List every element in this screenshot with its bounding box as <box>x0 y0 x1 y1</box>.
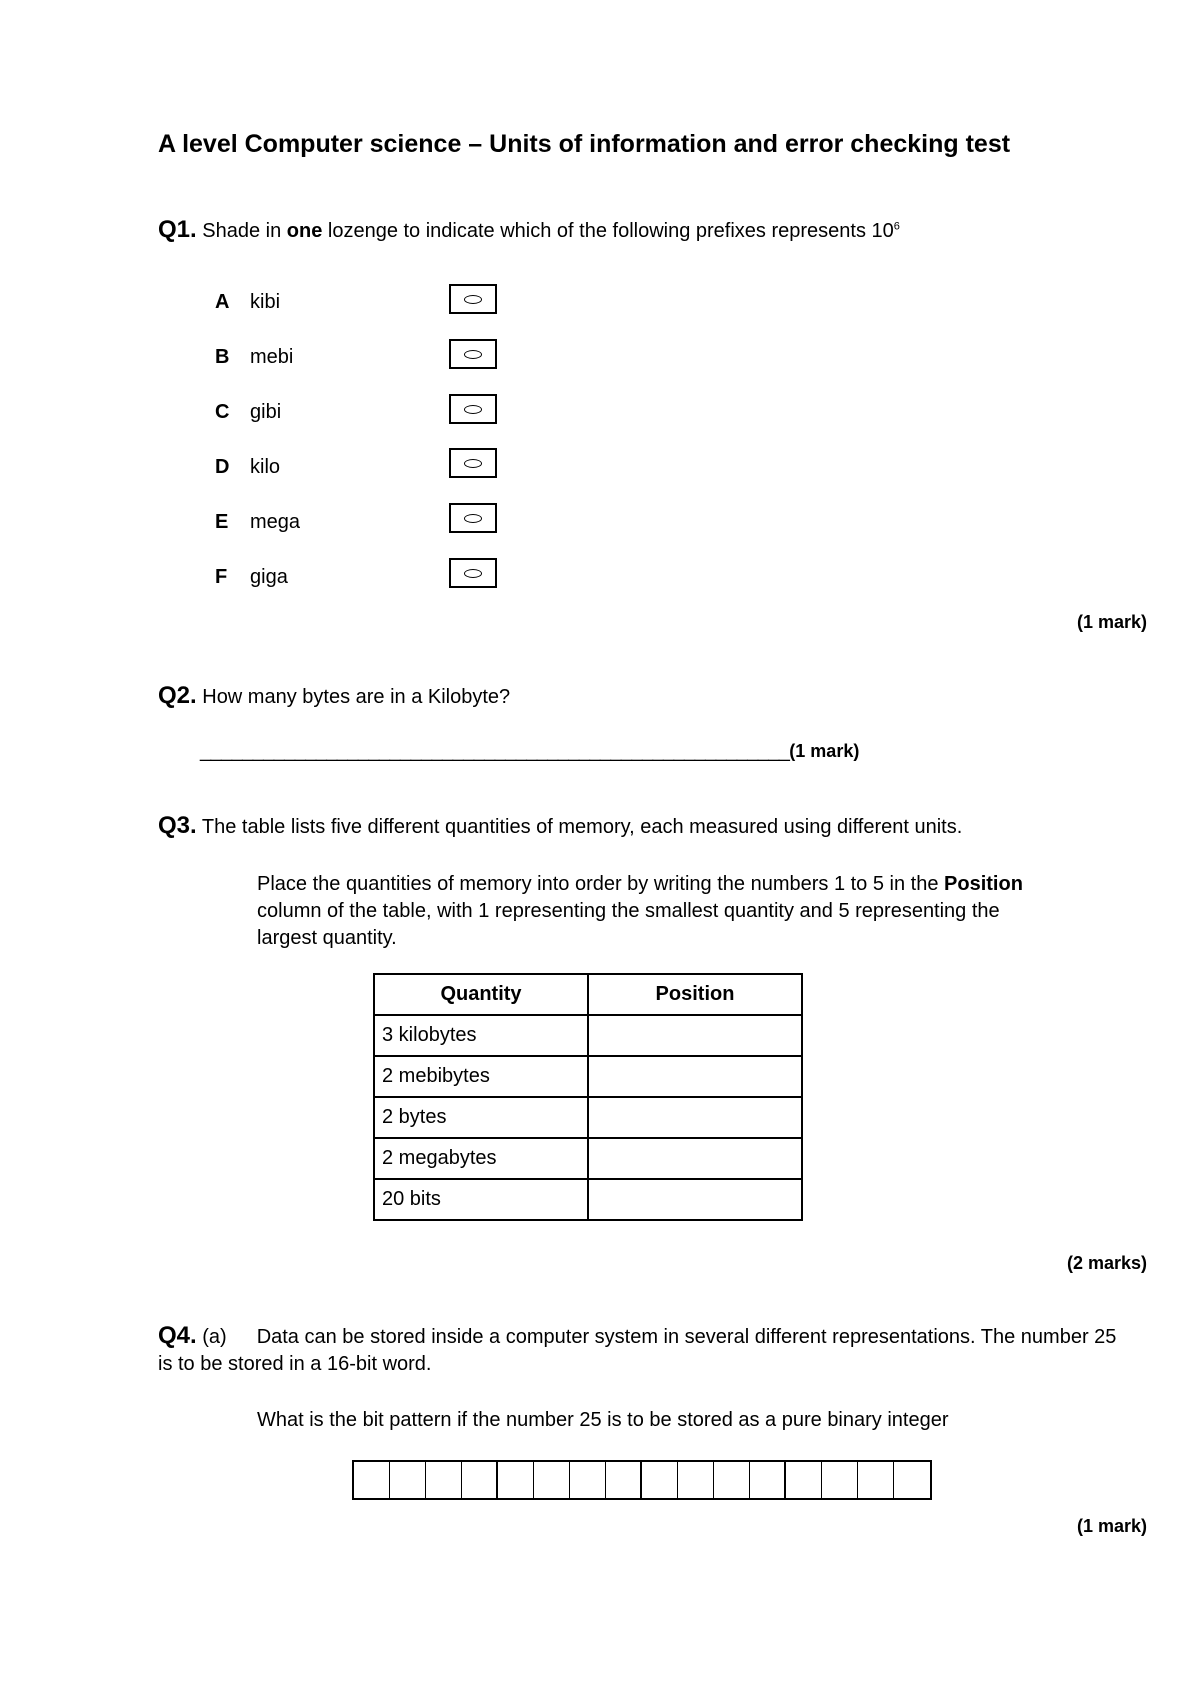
q4-bit-pattern-boxes <box>352 1460 932 1500</box>
lozenge-icon <box>464 459 482 468</box>
bit-box[interactable] <box>894 1462 930 1498</box>
position-cell[interactable] <box>588 1015 802 1056</box>
q2-marks: (1 mark) <box>789 741 860 761</box>
bit-box[interactable] <box>606 1462 642 1498</box>
q2-number: Q2. <box>158 682 197 709</box>
lozenge-icon <box>464 569 482 578</box>
q4-marks: (1 mark) <box>1076 1516 1147 1536</box>
q1-text-bold: one <box>286 220 323 242</box>
bit-box[interactable] <box>390 1462 426 1498</box>
q2-answer-line: ________________________________________________________ <box>200 740 790 762</box>
q4-text: Data can be stored inside a computer system in several different representations. The number 25 is to be stored in a 16-bit word. <box>158 1326 1117 1375</box>
quantity-cell: 2 mebibytes <box>374 1056 588 1097</box>
q1-option-text: kibi <box>250 291 281 313</box>
q1-option-text: mega <box>250 511 301 533</box>
table-row <box>374 1015 802 1056</box>
table-row <box>374 1097 802 1138</box>
lozenge-icon <box>464 405 482 414</box>
q3-text: The table lists five different quantities of memory, each measured using different units. <box>196 816 963 838</box>
bit-box[interactable] <box>750 1462 786 1498</box>
position-cell[interactable] <box>588 1056 802 1097</box>
q2-answer-area[interactable] <box>200 740 859 763</box>
bit-box[interactable] <box>498 1462 534 1498</box>
bit-box[interactable] <box>678 1462 714 1498</box>
page-title: A level Computer science – Units of information and error checking test <box>158 130 1011 158</box>
q1-option-c-lozenge[interactable] <box>449 394 497 424</box>
quantity-cell: 3 kilobytes <box>374 1015 588 1056</box>
q1-question <box>158 216 900 244</box>
q3-number: Q3. <box>158 812 197 839</box>
q1-text-before: Shade in <box>196 220 287 242</box>
q2-question <box>158 682 510 710</box>
quantity-cell: 2 megabytes <box>374 1138 588 1179</box>
q1-superscript: 6 <box>893 220 900 233</box>
position-cell[interactable] <box>588 1138 802 1179</box>
q1-option-f-lozenge[interactable] <box>449 558 497 588</box>
bit-box[interactable] <box>858 1462 894 1498</box>
lozenge-icon <box>464 350 482 359</box>
q1-option-b-lozenge[interactable] <box>449 339 497 369</box>
q1-option-letter: C <box>215 401 230 423</box>
table-row <box>374 1179 802 1220</box>
q1-option-e-lozenge[interactable] <box>449 503 497 533</box>
q3-para-bold: Position <box>944 873 1023 895</box>
table-header-row <box>374 974 802 1015</box>
q1-option-letter: F <box>215 566 228 588</box>
q4-part: (a) <box>196 1326 227 1348</box>
position-cell[interactable] <box>588 1179 802 1220</box>
q1-text-after: lozenge to indicate which of the following prefixes represents 10 <box>322 220 894 242</box>
q3-marks: (2 marks) <box>1066 1253 1147 1273</box>
bit-box[interactable] <box>786 1462 822 1498</box>
q1-option-letter: A <box>215 291 230 313</box>
q1-number: Q1. <box>158 216 197 243</box>
q4-question <box>158 1322 1118 1378</box>
bit-box[interactable] <box>642 1462 678 1498</box>
q1-marks: (1 mark) <box>1076 612 1147 632</box>
q1-option-text: gibi <box>250 401 282 423</box>
q1-option-text: mebi <box>250 346 294 368</box>
table-row <box>374 1056 802 1097</box>
bit-box[interactable] <box>534 1462 570 1498</box>
q3-para-1: Place the quantities of memory into order by writing the numbers 1 to 5 in the <box>257 873 945 895</box>
q3-instructions <box>257 871 1057 952</box>
q1-option-letter: D <box>215 456 230 478</box>
q3-para-2: column of the table, with 1 representing the smallest quantity and 5 representing the largest quantity. <box>257 900 1000 949</box>
q2-text: How many bytes are in a Kilobyte? <box>196 686 511 708</box>
q1-option-d-lozenge[interactable] <box>449 448 497 478</box>
column-header-position: Position <box>588 974 802 1015</box>
lozenge-icon <box>464 514 482 523</box>
bit-box[interactable] <box>354 1462 390 1498</box>
quantity-cell: 2 bytes <box>374 1097 588 1138</box>
q4-instruction: What is the bit pattern if the number 25 is to be stored as a pure binary integer <box>257 1409 949 1431</box>
q1-option-text: giga <box>250 566 288 588</box>
bit-box[interactable] <box>714 1462 750 1498</box>
q3-question <box>158 812 962 840</box>
bit-box[interactable] <box>570 1462 606 1498</box>
position-cell[interactable] <box>588 1097 802 1138</box>
q1-option-letter: E <box>215 511 229 533</box>
table-row <box>374 1138 802 1179</box>
q1-option-letter: B <box>215 346 230 368</box>
bit-box[interactable] <box>462 1462 498 1498</box>
quantity-cell: 20 bits <box>374 1179 588 1220</box>
q4-number: Q4. <box>158 1322 197 1349</box>
q1-option-a-lozenge[interactable] <box>449 284 497 314</box>
bit-box[interactable] <box>822 1462 858 1498</box>
bit-box[interactable] <box>426 1462 462 1498</box>
q1-option-text: kilo <box>250 456 281 478</box>
lozenge-icon <box>464 295 482 304</box>
q3-table <box>373 973 803 1221</box>
column-header-quantity: Quantity <box>374 974 588 1015</box>
